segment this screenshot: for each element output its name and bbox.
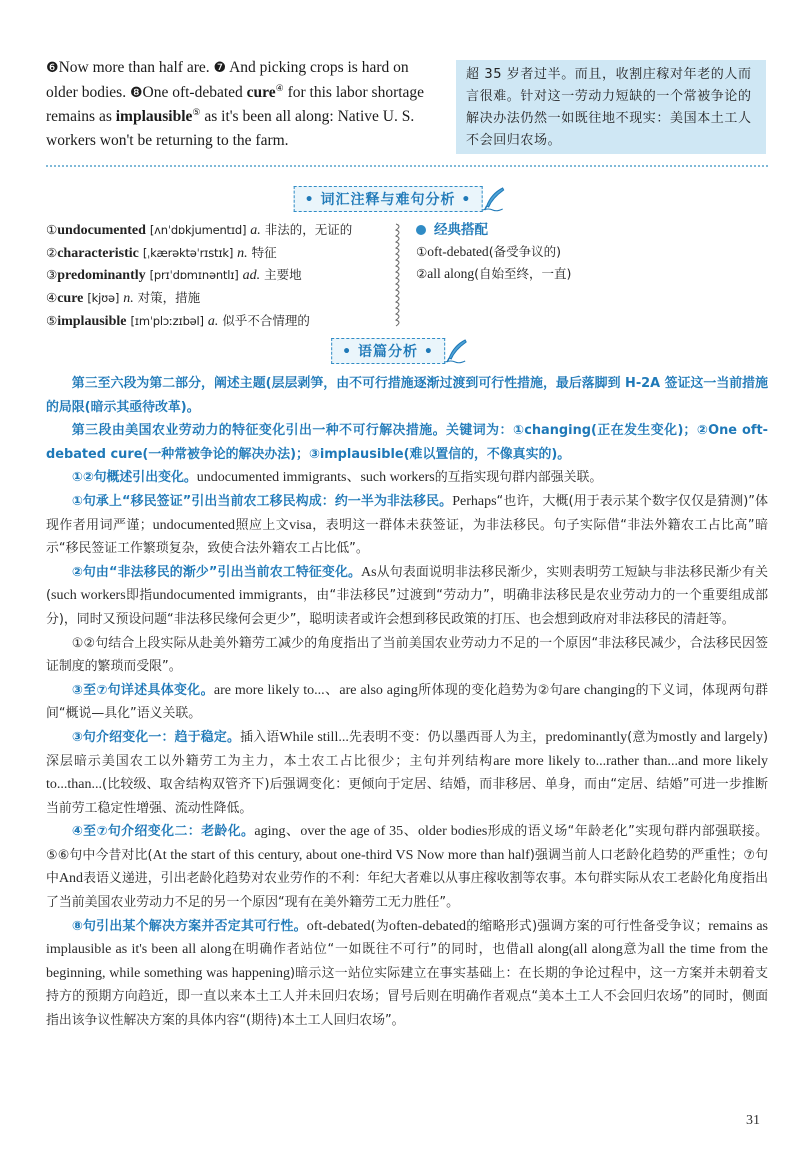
english-passage — [46, 56, 444, 152]
collocation-box — [416, 219, 756, 285]
analysis-paragraph: ①句承上“移民签证”引出当前农工移民构成：约一半为非法移民。Perhaps“也许，大概(用于表示某个数字仅仅是猜测)”体现作者用词严谨；undocumented照应上文visa，表明这一群体未获签证，为非法移民。句子实际借“非法外籍农工占比高”暗示“移民签证工作繁琐复杂，致使合法外籍农工占比低”。 — [46, 493, 769, 557]
translation-box: 超 35 岁者过半。而且，收割庄稼对年老的人而言很难。针对这一劳动力短缺的一个常被争论的解决办法仍然一如既往地不现实：美国本土工人不会回归农场。 — [456, 60, 766, 154]
analysis-paragraph: 第三至六段为第二部分，阐述主题(层层剥笋，由不可行措施逐渐过渡到可行性措施，最后落脚到 H-2A 签证这一当前措施的局限(暗示其亟待改革)。 — [46, 376, 768, 415]
vocab-item: ①undocumented [ʌnˈdɒkjumentɪd] a. 非法的，无证的 — [46, 222, 353, 238]
quill-icon — [480, 186, 506, 212]
analysis-paragraph: ④至⑦句介绍变化二：老龄化。aging、over the age of 35、older bodies形成的语义场“年龄老化”实现句群内部强联接。⑤⑥句中今昔对比(At the start of this century, about one-third VS Now more than half)强调当前人口老龄化趋势的严重性；⑦句中And表语义递进，引出老龄化趋势对农业劳作的不利：年纪大者难以从事庄稼收割等农事。本句群实际从农工老龄化角度指出了当前美国农业劳动力不足的另一个原因“现有在美外籍劳工无力胜任”。 — [46, 824, 769, 911]
analysis-paragraph: ⑧句引出某个解决方案并否定其可行性。oft-debated(为often-debated的缩略形式)强调方案的可行性备受争议；remains as implausible as it's been all along在明确作者站位“一如既往不可行”的同时，也借all along(all along意为all the time from the beginning, while something was happening)暗示这一站位实际建立在事实基础上：在长期的争论过程中，这一方案并未朝着支持方的预期方向趋近，即一直以来本土工人并未回归农场；冒号后则在明确作者观点“美本土工人不会回归农场”的同时，侧面指出该争议性解决方案的具体内容“(期待)本土工人回归农场”。 — [46, 918, 769, 1029]
analysis-heading — [0, 338, 800, 368]
footnote-marker: ④ — [275, 82, 284, 93]
sentence-number: ❼ — [213, 60, 227, 76]
sentence-8-part: One oft-debated — [142, 83, 243, 101]
vocab-term-cure: cure — [246, 83, 276, 101]
analysis-paragraph: ③至⑦句详述具体变化。are more likely to...、are also aging所体现的变化趋势为②句are changing的下义词，体现两句群间“概说—具化”语义关联。 — [46, 682, 769, 722]
page-number: 31 — [746, 1113, 760, 1128]
analysis-paragraph: ①②句概述引出变化。undocumented immigrants、such workers的互指实现句群内部强关联。 — [71, 470, 603, 486]
analysis-heading-label: • 语篇分析 • — [331, 338, 445, 364]
vocab-list — [46, 219, 386, 333]
analysis-paragraph: ③句介绍变化一：趋于稳定。插入语While still...先表明不变：仍以墨西哥人为主，predominantly(意为mostly and largely)深层暗示美国农工以外籍劳工为主力，本土农工占比很少；主句并列结构are more likely to...rather than...and more likely to...than...(比较级、取舍结构双管齐下)后强调变化：更倾向于定居、结婚，而非移居、单身，而由“定居、结婚”可进一步推断当前劳工稳定性增强、流动性降低。 — [46, 729, 769, 816]
sentence-6: Now more than half are. — [58, 59, 210, 76]
analysis-paragraph: ②句由“非法移民的渐少”引出当前农工特征变化。As从句表面说明非法移民渐少，实则表明劳工短缺与非法移民渐少有关(such workers即指undocumented immigrants，由“非法移民”过渡到“劳动力”，明确非法移民是农业劳动力的一个重要组成部分)，同时又预设问题“非法移民缘何会更少”，聪明读者或许会想到移民政策的打压、也会想到政府对非法移民的清赶等。 — [46, 564, 769, 627]
collocation-title: 经典搭配 — [416, 219, 756, 241]
vocab-item: ⑤implausible [ɪmˈplɔːzɪbəl] a. 似乎不合情理的 — [46, 312, 310, 329]
sentence-8-part: for this labor shortage remains as — [46, 83, 425, 125]
section-divider — [46, 165, 768, 167]
sentence-number: ❻ — [46, 60, 59, 76]
collocation-item: ①oft-debated(备受争议的) — [416, 244, 561, 259]
vocab-term-implausible: implausible — [115, 108, 193, 125]
bullet-icon — [416, 225, 426, 235]
vocab-item: ④cure [kjʊə] n. 对策，措施 — [46, 290, 201, 307]
analysis-paragraph: 第三段由美国农业劳动力的特征变化引出一种不可行解决措施。关键词为：①changing(正在发生变化)；②One oft-debated cure(一种常被争论的解决办法)；③implausible(难以置信的，不像真实的)。 — [46, 423, 768, 462]
quill-icon — [443, 338, 469, 364]
vocab-heading-label: • 词汇注释与难句分析 • — [294, 186, 483, 212]
analysis-body — [46, 372, 768, 1033]
vocab-heading — [0, 186, 800, 216]
footnote-marker: ⑤ — [192, 106, 201, 117]
sentence-number: ❽ — [129, 84, 143, 101]
sentence-7: And picking crops is hard on older bodies. — [46, 59, 409, 101]
sentence-8-part: as it's been all along: Native U. S. workers won't be returning to the farm. — [46, 108, 415, 149]
spiral-divider-icon — [393, 220, 405, 330]
analysis-paragraph: ①②句结合上段实际从赴美外籍劳工减少的角度指出了当前美国农业劳动力不足的一个原因“非法移民减少，合法移民因签证制度的繁琐而受限”。 — [46, 635, 768, 675]
vocab-item: ③predominantly [prɪˈdɒmɪnəntlɪ] ad. 主要地 — [46, 267, 302, 284]
vocab-item: ②characteristic [ˌkærəktəˈrɪstɪk] n. 特征 — [46, 244, 277, 261]
collocation-item: ②all along(自始至终，一直) — [416, 266, 572, 281]
